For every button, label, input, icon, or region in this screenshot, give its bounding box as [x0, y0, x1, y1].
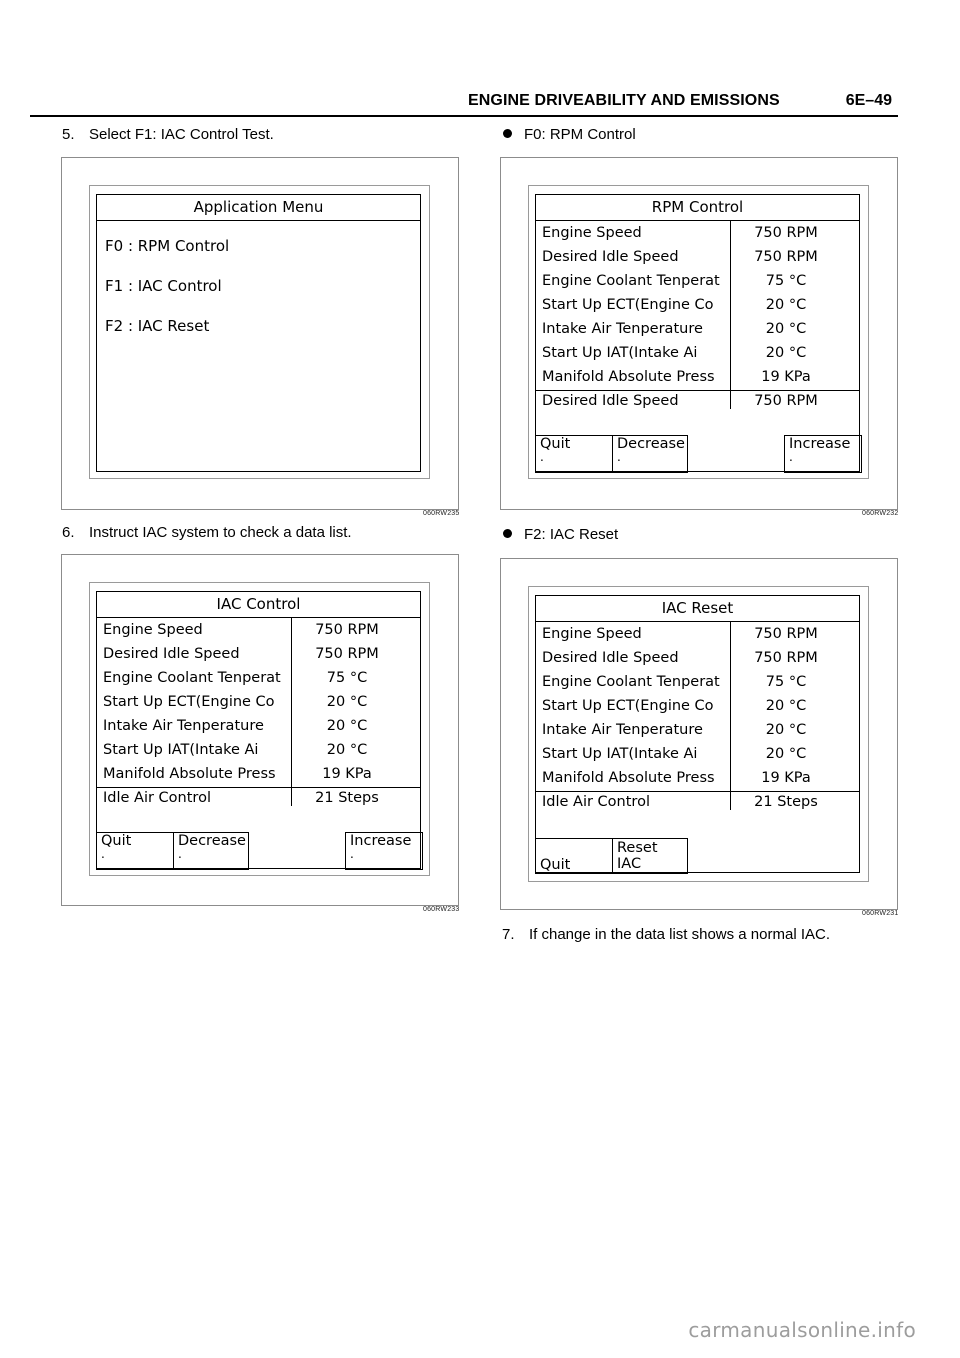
quit-label: Quit: [540, 436, 571, 452]
figure-code: 060RW232: [862, 510, 899, 517]
figure-iac-control: [61, 554, 459, 906]
row-label: Engine Coolant Tenperat: [103, 670, 281, 686]
page-number: 6E–49: [845, 92, 892, 109]
step-text: Select F1: IAC Control Test.: [89, 126, 274, 143]
row-label: Manifold Absolute Press: [103, 766, 276, 782]
row-label: Intake Air Tenperature: [542, 722, 703, 738]
row-value: 20 °C: [765, 746, 807, 762]
increase-label: Increase: [350, 833, 412, 849]
row-value: 20 °C: [765, 345, 807, 361]
quit-button[interactable]: [535, 435, 613, 473]
row-value: 750 RPM: [754, 650, 818, 666]
panel-title: IAC Control: [97, 592, 420, 618]
scan-tool-screen: [528, 586, 869, 882]
row-label: Manifold Absolute Press: [542, 369, 715, 385]
quit-button[interactable]: [96, 832, 174, 870]
row-label: Desired Idle Speed: [103, 646, 240, 662]
panel-title: IAC Reset: [536, 596, 859, 622]
section-title: ENGINE DRIVEABILITY AND EMISSIONS: [468, 92, 780, 109]
application-menu-panel: [96, 194, 421, 472]
iac-control-panel: [96, 591, 421, 869]
selected-row-label: Idle Air Control: [103, 790, 211, 806]
selected-row-divider: [536, 791, 859, 792]
key-dot: .: [540, 450, 544, 464]
quit-label: Quit: [540, 857, 571, 873]
row-value: 750 RPM: [754, 249, 818, 265]
selected-row-label: Idle Air Control: [542, 794, 650, 810]
rpm-control-panel: [535, 194, 860, 472]
row-value: 750 RPM: [754, 225, 818, 241]
menu-item-f1[interactable]: F1 : IAC Control: [105, 277, 222, 295]
figure-code: 060RW235: [423, 510, 460, 517]
row-value: 20 °C: [326, 742, 368, 758]
bullet-text: F0: RPM Control: [524, 126, 636, 143]
scan-tool-screen: [89, 582, 430, 876]
row-label: Engine Coolant Tenperat: [542, 674, 720, 690]
watermark: carmanualsonline.info: [688, 1318, 916, 1342]
bullet-text: F2: IAC Reset: [524, 526, 619, 543]
row-value: 20 °C: [326, 694, 368, 710]
figure-application-menu: [61, 157, 459, 510]
increase-button[interactable]: [345, 832, 423, 870]
step-number: 5.: [62, 126, 75, 143]
row-label: Start Up ECT(Engine Co: [103, 694, 275, 710]
row-value: 750 RPM: [315, 622, 379, 638]
row-value: 19 KPa: [322, 766, 372, 782]
reset-iac-label: IAC: [617, 856, 642, 872]
page-header: [430, 90, 898, 114]
figure-code: 060RW233: [423, 906, 460, 913]
key-dot: .: [350, 847, 354, 861]
figure-iac-reset: [500, 558, 898, 910]
quit-button[interactable]: [535, 838, 613, 874]
panel-title: Application Menu: [97, 195, 420, 221]
quit-label: Quit: [101, 833, 132, 849]
row-label: Engine Speed: [542, 626, 642, 642]
bullet-f2: [503, 526, 618, 544]
menu-item-f2[interactable]: F2 : IAC Reset: [105, 317, 210, 335]
decrease-label: Decrease: [178, 833, 246, 849]
key-dot: .: [789, 450, 793, 464]
menu-item-f0[interactable]: F0 : RPM Control: [105, 237, 230, 255]
reset-iac-button[interactable]: [612, 838, 688, 874]
bullet-icon: [503, 529, 512, 538]
selected-row-label: Desired Idle Speed: [542, 393, 679, 409]
figure-code: 060RW231: [862, 910, 899, 917]
selected-row-value: 21 Steps: [315, 790, 379, 806]
row-label: Manifold Absolute Press: [542, 770, 715, 786]
row-label: Engine Coolant Tenperat: [542, 273, 720, 289]
row-value: 19 KPa: [761, 770, 811, 786]
row-label: Intake Air Tenperature: [103, 718, 264, 734]
row-label: Engine Speed: [542, 225, 642, 241]
row-value: 75 °C: [765, 674, 807, 690]
decrease-label: Decrease: [617, 436, 685, 452]
step-text: If change in the data list shows a normal IAC.: [529, 926, 830, 943]
row-value: 750 RPM: [315, 646, 379, 662]
increase-label: Increase: [789, 436, 851, 452]
row-label: Start Up ECT(Engine Co: [542, 297, 714, 313]
row-label: Start Up IAT(Intake Ai: [542, 746, 698, 762]
increase-button[interactable]: [784, 435, 862, 473]
row-value: 750 RPM: [754, 626, 818, 642]
row-value: 20 °C: [326, 718, 368, 734]
step-number: 7.: [502, 926, 515, 943]
selected-row-divider: [536, 390, 859, 391]
bullet-icon: [503, 129, 512, 138]
scan-tool-screen: [89, 185, 430, 479]
row-value: 75 °C: [326, 670, 368, 686]
row-value: 20 °C: [765, 297, 807, 313]
reset-label: Reset: [617, 840, 658, 856]
row-value: 19 KPa: [761, 369, 811, 385]
iac-reset-panel: [535, 595, 860, 873]
row-label: Desired Idle Speed: [542, 249, 679, 265]
key-dot: .: [617, 450, 621, 464]
key-dot: .: [178, 847, 182, 861]
row-label: Start Up IAT(Intake Ai: [542, 345, 698, 361]
selected-row-value: 21 Steps: [754, 794, 818, 810]
row-value: 20 °C: [765, 698, 807, 714]
step-6: [62, 524, 352, 542]
panel-title: RPM Control: [536, 195, 859, 221]
decrease-button[interactable]: [173, 832, 249, 870]
decrease-button[interactable]: [612, 435, 688, 473]
row-label: Start Up ECT(Engine Co: [542, 698, 714, 714]
row-label: Intake Air Tenperature: [542, 321, 703, 337]
key-dot: .: [101, 847, 105, 861]
row-value: 20 °C: [765, 321, 807, 337]
step-7: [502, 926, 830, 944]
row-label: Start Up IAT(Intake Ai: [103, 742, 259, 758]
scan-tool-screen: [528, 185, 869, 479]
header-rule: [30, 115, 898, 117]
selected-row-divider: [97, 787, 420, 788]
figure-rpm-control: [500, 157, 898, 510]
step-number: 6.: [62, 524, 75, 541]
bullet-f0: [503, 126, 636, 144]
step-text: Instruct IAC system to check a data list.: [89, 524, 352, 541]
step-5: [62, 126, 274, 144]
selected-row-value: 750 RPM: [754, 393, 818, 409]
row-label: Desired Idle Speed: [542, 650, 679, 666]
row-value: 20 °C: [765, 722, 807, 738]
row-value: 75 °C: [765, 273, 807, 289]
row-label: Engine Speed: [103, 622, 203, 638]
